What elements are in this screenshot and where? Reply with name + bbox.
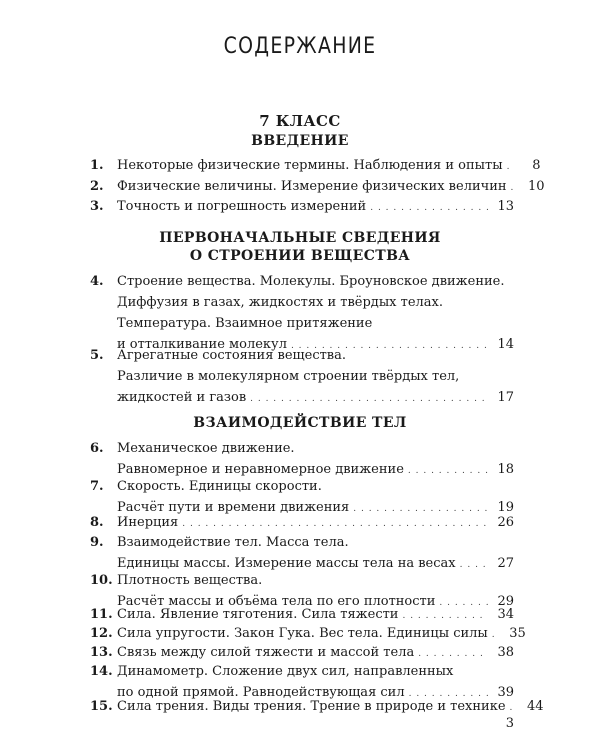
entry-page: 13 <box>497 199 514 214</box>
entry-number: 5. <box>90 348 104 363</box>
entry-title-line: Динамометр. Сложение двух сил, направленных <box>117 664 454 679</box>
entry-title-line: Расчёт пути и времени движения <box>117 500 350 515</box>
entry-title-line: Некоторые физические термины. Наблюдения и опыты <box>117 158 503 173</box>
entry-page: 35 <box>509 626 526 641</box>
entry-title-line: жидкостей и газов <box>117 390 247 405</box>
toc-entry <box>90 696 544 719</box>
entry-number: 8. <box>90 515 104 530</box>
entry-number: 9. <box>90 535 104 550</box>
entry-page: 29 <box>497 594 514 609</box>
page-number: 3 <box>505 716 514 731</box>
entry-page: 27 <box>497 556 514 571</box>
entry-title-line: и отталкивание молекул <box>117 337 287 352</box>
grade-heading: 7 КЛАСС <box>259 112 341 130</box>
entry-page: 19 <box>497 500 514 515</box>
entry-title-line: Точность и погрешность измерений <box>117 199 367 214</box>
entry-title-line: Единицы массы. Измерение массы тела на весах <box>117 556 456 571</box>
entry-title-line: Связь между силой тяжести и массой тела <box>117 645 415 660</box>
toc-entry <box>90 155 541 178</box>
entry-number: 10. <box>90 573 113 588</box>
entry-page: 10 <box>528 179 545 194</box>
entry-title-line: Механическое движение. <box>117 441 295 456</box>
entry-title-line: Плотность вещества. <box>117 573 263 588</box>
entry-title-line: Температура. Взаимное притяжение <box>117 316 373 331</box>
entry-title-line: по одной прямой. Равнодействующая сил <box>117 685 405 700</box>
entry-title-line: Сила упругости. Закон Гука. Вес тела. Единицы силы <box>117 626 488 641</box>
toc-entry <box>90 345 514 410</box>
section-heading: О СТРОЕНИИ ВЕЩЕСТВА <box>189 248 411 264</box>
entry-number: 13. <box>90 645 113 660</box>
entry-number: 15. <box>90 699 113 714</box>
entry-title-line: Взаимодействие тел. Масса тела. <box>117 535 349 550</box>
entry-number: 11. <box>90 607 113 622</box>
entry-title-line: Физические величины. Измерение физических величин <box>117 179 507 194</box>
entry-title-line: Сила трения. Виды трения. Трение в природе и технике <box>117 699 506 714</box>
entry-page: 8 <box>532 158 541 173</box>
entry-title-line: Равномерное и неравномерное движение <box>117 462 404 477</box>
entry-title-line: Строение вещества. Молекулы. Броуновское движение. <box>117 274 505 289</box>
entry-title-line: Расчёт массы и объёма тела по его плотности <box>117 594 436 609</box>
entry-page: 14 <box>497 337 514 352</box>
entry-number: 6. <box>90 441 104 456</box>
entry-page: 17 <box>497 390 514 405</box>
entry-page: 44 <box>527 699 544 714</box>
entry-page: 26 <box>497 515 514 530</box>
entry-title-line: Агрегатные состояния вещества. <box>117 348 346 363</box>
entry-number: 12. <box>90 626 113 641</box>
leader-dots <box>370 196 488 219</box>
entry-page: 38 <box>497 645 514 660</box>
section-heading: ПЕРВОНАЧАЛЬНЫЕ СВЕДЕНИЯ <box>159 230 441 246</box>
toc-entry <box>90 196 514 219</box>
entry-page: 18 <box>497 462 514 477</box>
page-title: СОДЕРЖАНИЕ <box>223 34 377 59</box>
entry-number: 1. <box>90 158 104 173</box>
entry-number: 3. <box>90 199 104 214</box>
entry-title-line: Диффузия в газах, жидкостях и твёрдых телах. <box>117 295 443 310</box>
entry-number: 4. <box>90 274 104 289</box>
section-heading: ВЗАИМОДЕЙСТВИЕ ТЕЛ <box>193 415 407 431</box>
entry-number: 14. <box>90 664 113 679</box>
entry-number: 7. <box>90 479 104 494</box>
entry-title-line: Различие в молекулярном строении твёрдых тел, <box>117 369 460 384</box>
entry-title-line: Инерция <box>117 515 179 530</box>
entry-title-line: Скорость. Единицы скорости. <box>117 479 322 494</box>
entry-number: 2. <box>90 179 104 194</box>
entry-title-line: Сила. Явление тяготения. Сила тяжести <box>117 607 399 622</box>
entry-page: 34 <box>497 607 514 622</box>
entry-page: 39 <box>497 685 514 700</box>
leader-dots <box>507 155 515 178</box>
section-heading: ВВЕДЕНИЕ <box>251 133 349 149</box>
leader-dots <box>250 387 488 410</box>
